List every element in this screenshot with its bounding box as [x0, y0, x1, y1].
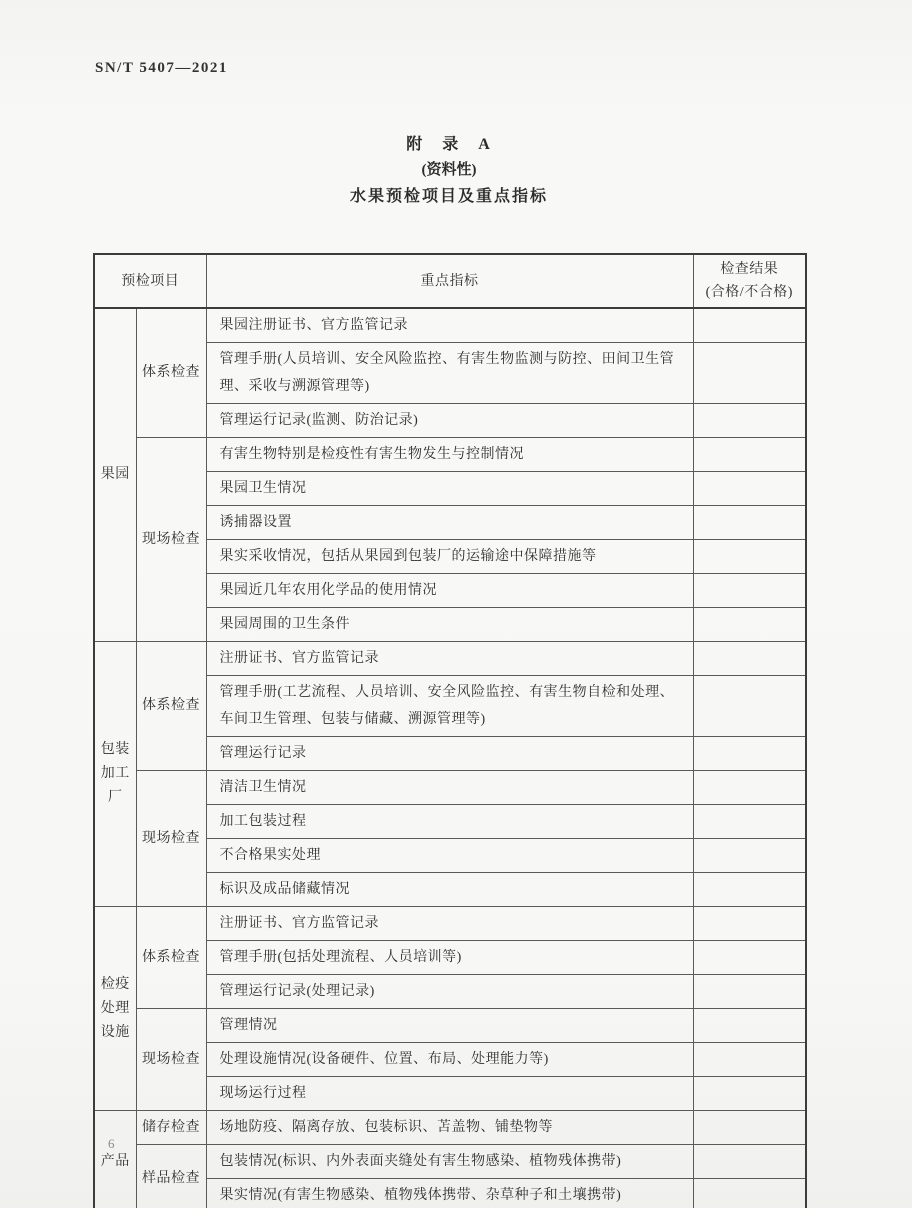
appendix-title: 水果预检项目及重点指标 — [349, 188, 548, 205]
appendix-label: 附 录 A — [406, 136, 492, 153]
header-result — [693, 254, 806, 308]
header-result-line2: (合格/不合格) — [705, 285, 793, 300]
indicator-cell: 果园注册证书、官方监管记录 — [206, 308, 693, 343]
result-cell — [693, 975, 806, 1009]
result-cell — [693, 1179, 806, 1208]
appendix-header — [93, 132, 805, 210]
header-result-line1: 检查结果 — [720, 262, 779, 277]
indicator-cell: 管理运行记录(处理记录) — [206, 975, 693, 1009]
result-cell — [693, 608, 806, 642]
indicator-cell: 果园近几年农用化学品的使用情况 — [206, 574, 693, 608]
result-cell — [693, 1043, 806, 1077]
table-row — [94, 907, 806, 941]
category-cell-quarantine-facility: 检疫处理设施 — [94, 907, 136, 1111]
group-cell: 体系检查 — [136, 907, 206, 1009]
result-cell — [693, 873, 806, 907]
indicator-cell: 管理手册(人员培训、安全风险监控、有害生物监测与防控、田间卫生管理、采收与溯源管理等) — [206, 343, 693, 404]
group-cell: 体系检查 — [136, 308, 206, 438]
indicator-cell: 不合格果实处理 — [206, 839, 693, 873]
result-cell — [693, 1145, 806, 1179]
group-cell: 现场检查 — [136, 771, 206, 907]
header-indicators: 重点指标 — [206, 254, 693, 308]
indicator-cell: 诱捕器设置 — [206, 506, 693, 540]
category-cell-product: 产品 — [94, 1111, 136, 1208]
result-cell — [693, 839, 806, 873]
table-row — [94, 308, 806, 343]
result-cell — [693, 805, 806, 839]
result-cell — [693, 438, 806, 472]
result-cell — [693, 1111, 806, 1145]
table-row — [94, 771, 806, 805]
group-cell: 现场检查 — [136, 438, 206, 642]
indicator-cell: 处理设施情况(设备硬件、位置、布局、处理能力等) — [206, 1043, 693, 1077]
indicator-cell: 果园周围的卫生条件 — [206, 608, 693, 642]
indicator-cell: 标识及成品储藏情况 — [206, 873, 693, 907]
table-row — [94, 642, 806, 676]
indicator-cell: 果实情况(有害生物感染、植物残体携带、杂草种子和土壤携带) — [206, 1179, 693, 1208]
page-number: 6 — [108, 1136, 115, 1151]
appendix-type-note: (资料性) — [421, 162, 477, 178]
indicator-cell: 管理运行记录(监测、防治记录) — [206, 404, 693, 438]
indicator-cell: 果实采收情况，包括从果园到包装厂的运输途中保障措施等 — [206, 540, 693, 574]
group-cell: 体系检查 — [136, 642, 206, 771]
group-cell: 现场检查 — [136, 1009, 206, 1111]
standard-number: SN/T 5407—2021 — [95, 60, 228, 76]
result-cell — [693, 771, 806, 805]
indicator-cell: 管理手册(包括处理流程、人员培训等) — [206, 941, 693, 975]
indicator-cell: 注册证书、官方监管记录 — [206, 642, 693, 676]
indicator-cell: 现场运行过程 — [206, 1077, 693, 1111]
indicator-cell: 清洁卫生情况 — [206, 771, 693, 805]
result-cell — [693, 308, 806, 343]
result-cell — [693, 343, 806, 404]
table-header-row — [94, 254, 806, 308]
result-cell — [693, 941, 806, 975]
result-cell — [693, 1009, 806, 1043]
indicator-cell: 场地防疫、隔离存放、包装标识、苫盖物、铺垫物等 — [206, 1111, 693, 1145]
indicator-cell: 果园卫生情况 — [206, 472, 693, 506]
indicator-cell: 管理运行记录 — [206, 737, 693, 771]
table-row — [94, 1145, 806, 1179]
group-cell: 样品检查 — [136, 1145, 206, 1208]
result-cell — [693, 676, 806, 737]
result-cell — [693, 506, 806, 540]
result-cell — [693, 472, 806, 506]
table-row — [94, 1111, 806, 1145]
result-cell — [693, 540, 806, 574]
indicator-cell: 加工包装过程 — [206, 805, 693, 839]
result-cell — [693, 642, 806, 676]
table-row — [94, 1009, 806, 1043]
indicator-cell: 管理手册(工艺流程、人员培训、安全风险监控、有害生物自检和处理、车间卫生管理、包装与储藏、溯源管理等) — [206, 676, 693, 737]
indicator-cell: 包装情况(标识、内外表面夹缝处有害生物感染、植物残体携带) — [206, 1145, 693, 1179]
category-cell-orchard: 果园 — [94, 308, 136, 642]
indicator-cell: 注册证书、官方监管记录 — [206, 907, 693, 941]
indicator-cell: 管理情况 — [206, 1009, 693, 1043]
category-cell-packing-plant: 包装加工厂 — [94, 642, 136, 907]
group-cell: 储存检查 — [136, 1111, 206, 1145]
result-cell — [693, 737, 806, 771]
table-row — [94, 438, 806, 472]
result-cell — [693, 907, 806, 941]
result-cell — [693, 1077, 806, 1111]
pre-inspection-table — [93, 253, 807, 1208]
indicator-cell: 有害生物特别是检疫性有害生物发生与控制情况 — [206, 438, 693, 472]
header-items: 预检项目 — [94, 254, 206, 308]
result-cell — [693, 574, 806, 608]
result-cell — [693, 404, 806, 438]
